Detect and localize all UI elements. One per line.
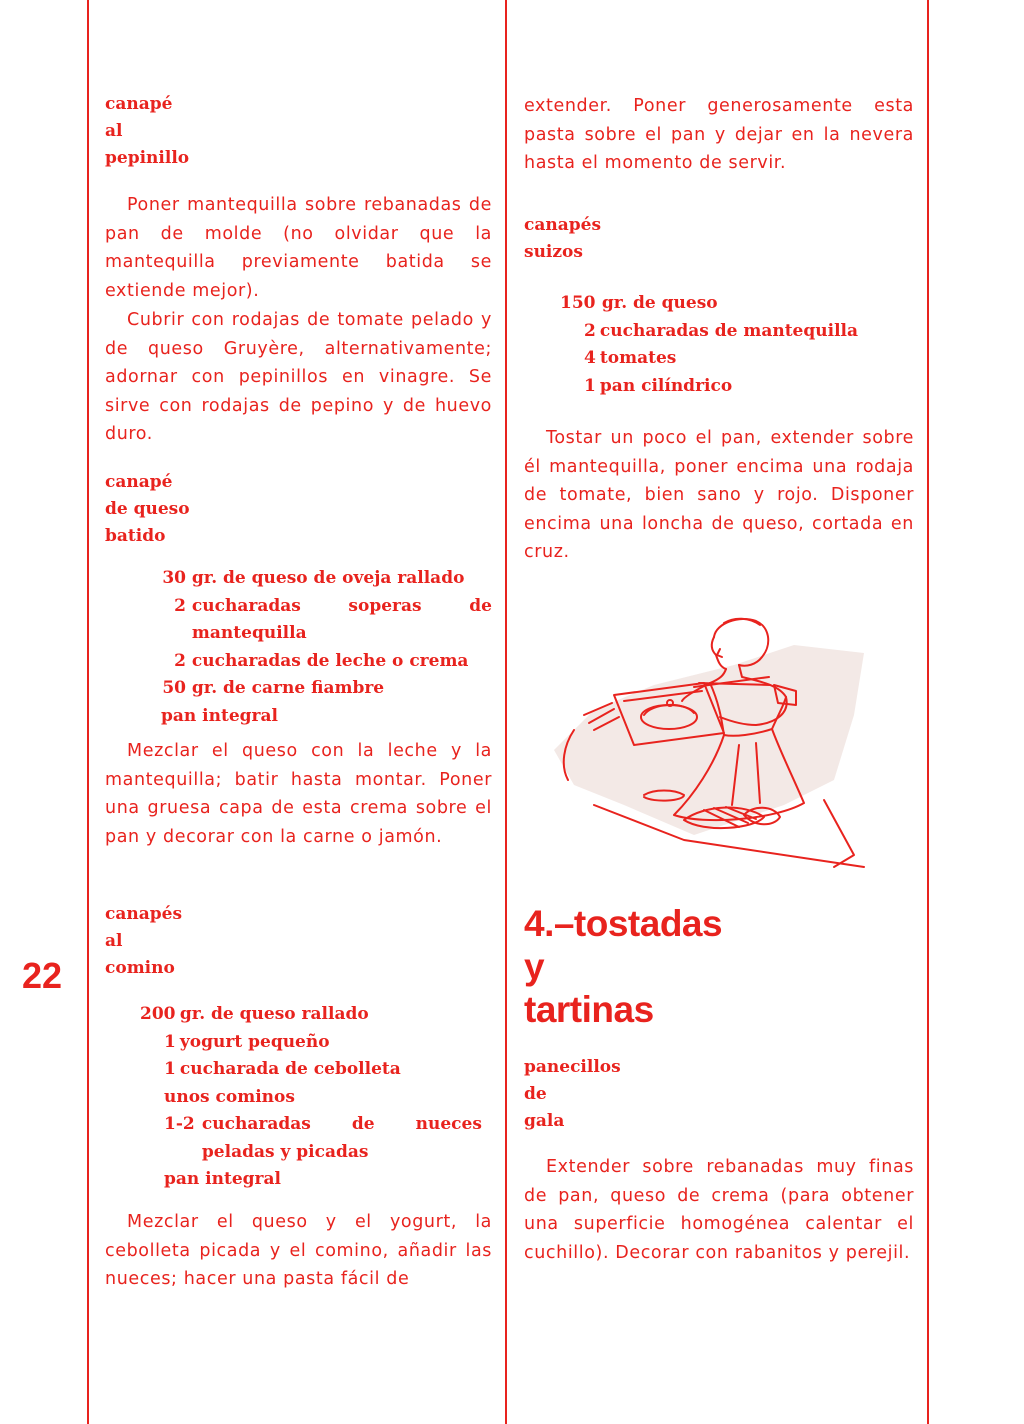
section-title: 4.–tostadas y tartinas [524,903,723,1030]
ingredient: unos cominos [164,1086,295,1107]
recipe-title-canapes-al-comino: canapés al comino [105,904,183,978]
ingredient-list [161,565,493,730]
ingredient: 200 gr. de queso rallado [140,1004,369,1024]
recipe-title-canape-al-pepinillo: canapé al pepinillo [105,94,190,168]
ingredient-list [560,290,914,400]
ingredient: 50 gr. de carne fiambre [162,678,385,698]
ingredient: pan integral [164,1169,281,1189]
ingredient: 1 cucharada de cebolleta [164,1059,401,1079]
ingredient: 2 cucharadas soperas de mantequilla [174,595,492,643]
ingredient: 1 yogurt pequeño [164,1031,330,1052]
recipe-paragraph: Extender sobre rebanadas muy finas de pan, queso de crema (para obtener una superficie homogénea calentar el cuchillo). Decorar con rabanitos y perejil. [524,1157,914,1263]
ingredient: pan integral [161,705,278,726]
recipe-paragraph-continued: extender. Poner generosamente esta pasta sobre el pan y dejar en la nevera hasta el momento de servir. [524,96,914,173]
ingredient: 2 cucharadas de mantequilla [584,320,859,341]
ingredient: 1-2 cucharadas de nueces peladas y picadas [164,1114,482,1162]
woman-serving-tray-illustration [534,605,904,880]
recipe-title-canape-de-queso-batido: canapé de queso batido [105,472,190,546]
ingredient: 30 gr. de queso de oveja rallado [162,568,465,588]
ingredient: 4 tomates [584,348,677,368]
center-column-rule [505,0,507,1424]
page-number: 22 [22,955,63,996]
recipe-paragraph: Mezclar el queso y el yogurt, la cebolleta picada y el comino, añadir las nueces; hacer una pasta fácil de [105,1212,492,1289]
ingredient-list [140,1001,493,1194]
ingredient: 1 pan cilíndrico [584,375,733,396]
recipe-paragraph: Poner mantequilla sobre rebanadas de pan de molde (no olvidar que la mantequilla previamente batida se extiende mejor). [105,195,492,301]
ingredient: 2 cucharadas de leche o crema [174,650,469,671]
ingredient: 150 gr. de queso [560,293,718,313]
recipe-title-canapes-suizos: canapés suizos [524,215,602,262]
recipe-paragraph: Mezclar el queso con la leche y la mantequilla; batir hasta montar. Poner una gruesa capa de esta crema sobre el pan y decorar con la carne o jamón. [105,741,492,847]
recipe-title-panecillos-de-gala: panecillos de gala [524,1057,621,1131]
recipe-paragraph: Cubrir con rodajas de tomate pelado y de queso Gruyère, alternativamente; adornar con pepinillos en vinagre. Se sirve con rodajas de pepino y de huevo duro. [105,310,492,444]
recipe-paragraph: Tostar un poco el pan, extender sobre él mantequilla, poner encima una rodaja de tomate, bien sano y rojo. Disponer encima una loncha de queso, cortada en cruz. [524,428,914,562]
right-margin-rule [927,0,929,1424]
left-margin-rule [87,0,89,1424]
